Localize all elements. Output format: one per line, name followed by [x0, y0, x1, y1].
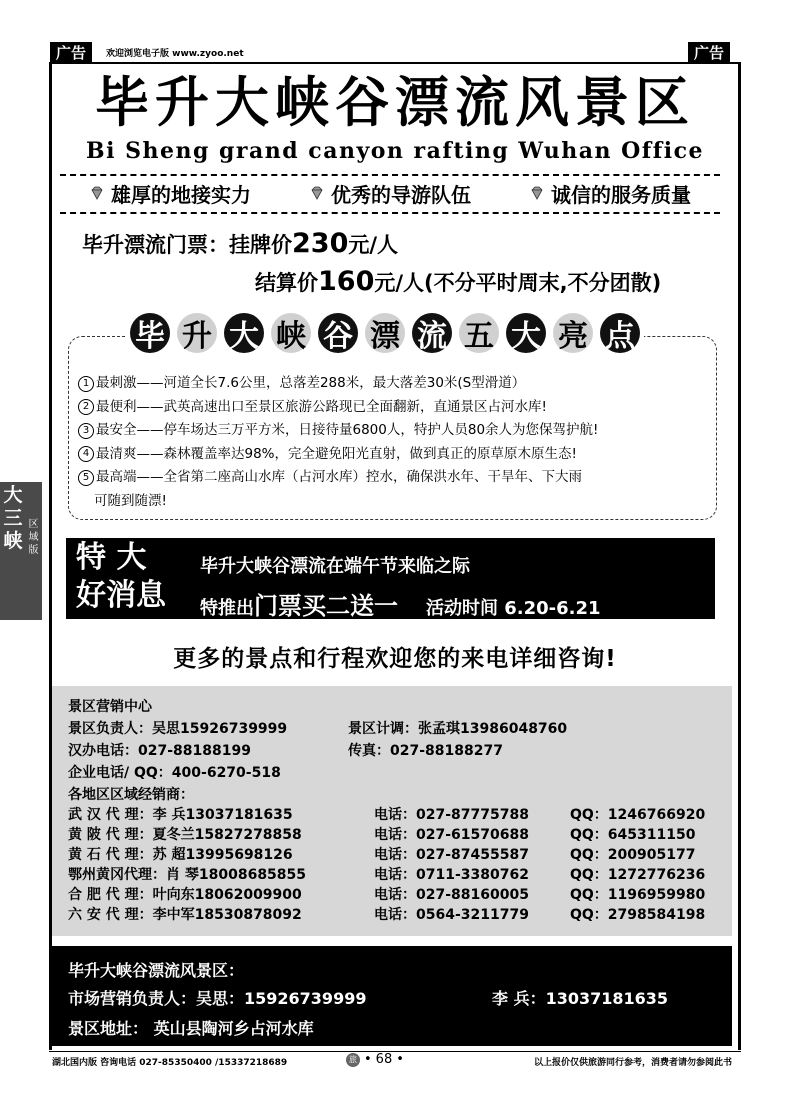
- feature-item: [529, 179, 691, 208]
- call-to-action: 更多的景点和行程欢迎您的来电详细咨询!: [173, 646, 617, 672]
- title-char: 大: [506, 313, 546, 353]
- agent-name: 黄 石 代 理：苏 超13995698126: [68, 847, 293, 863]
- bullet: •: [364, 1052, 372, 1067]
- promo-line-1: 毕升大峡谷漂流在端午节来临之际: [200, 556, 470, 577]
- contact-row-right: 景区计调：张孟琪13986048760: [348, 721, 568, 737]
- price-listed-suffix: 元/人: [348, 233, 399, 257]
- highlights-list: [78, 372, 708, 513]
- contact-heading: 景区营销中心: [68, 699, 152, 715]
- promo-banner: [66, 538, 715, 619]
- diamond-icon: [529, 185, 545, 201]
- highlight-item-continued: [78, 490, 708, 514]
- agent-qq: QQ：1272776236: [570, 867, 706, 883]
- agent-name: 六 安 代 理：李中军18530878092: [68, 907, 302, 923]
- promo-big-2: 好消息: [76, 578, 166, 613]
- promo-line-2-prefix: 特推出: [200, 598, 254, 619]
- agent-name: 鄂州黄冈代理：肖 琴18008685855: [68, 867, 307, 883]
- logo-icon: 旅: [346, 1053, 360, 1067]
- side-tab: [0, 482, 42, 620]
- divider-bottom: [60, 212, 720, 214]
- feature-text: 诚信的服务质量: [551, 182, 691, 207]
- title-char: 峡: [271, 313, 311, 353]
- agent-phone: 电话：0711-3380762: [374, 867, 529, 883]
- footer-box-title: 毕升大峡谷漂流风景区：: [68, 961, 245, 980]
- title-char: 点: [600, 313, 640, 353]
- number-circle: 3: [78, 423, 94, 439]
- highlight-text: 最高端——全省第二座高山水库（占河水库）控水，确保洪水年、干旱年、下大雨: [96, 469, 582, 485]
- side-tab-char: 域: [28, 532, 39, 543]
- page-number-group: [346, 1052, 404, 1067]
- title-char: 毕: [130, 313, 170, 353]
- diamond-icon: [309, 185, 325, 201]
- highlight-text: 最便利——武英高速出口至景区旅游公路现已全面翻新，直通景区占河水库!: [96, 398, 547, 415]
- contact-row-right: 传真：027-88188277: [348, 743, 503, 759]
- footer-box-address: 景区地址： 英山县陶河乡占河水库: [68, 1019, 314, 1038]
- agent-name: 黄 陂 代 理：夏冬兰15827278858: [68, 827, 302, 843]
- highlight-item: [78, 372, 708, 396]
- price-settle-suffix: 元/人(不分平时周末,不分团散): [374, 271, 662, 295]
- footer-left-text: 湖北国内版 咨询电话 027-85350400 /15337218689: [52, 1058, 288, 1068]
- side-tab-main: [0, 484, 26, 553]
- agent-phone: 电话：027-87775788: [374, 807, 529, 823]
- highlight-text: 最清爽——森林覆盖率达98%，完全避免阳光直射，做到真正的原草原木原生态!: [96, 445, 577, 462]
- promo-time: 活动时间 6.20-6.21: [426, 598, 601, 619]
- feature-text: 优秀的导游队伍: [331, 182, 471, 207]
- agent-name: 合 肥 代 理：叶向东18062009900: [68, 887, 302, 903]
- diamond-icon: [89, 185, 105, 201]
- contact-company: 企业电话/ QQ：400-6270-518: [68, 765, 281, 781]
- title-char: 五: [459, 313, 499, 353]
- ad-label-right: 广告: [688, 42, 730, 64]
- agents-heading: 各地区区域经销商：: [68, 787, 194, 803]
- side-tab-char: 三: [3, 507, 23, 529]
- footer-box-contact: 李 兵：13037181635: [492, 989, 669, 1008]
- contact-row-left: 景区负责人：吴思15926739999: [68, 721, 288, 737]
- agent-qq: QQ：645311150: [570, 827, 696, 843]
- highlight-item: [78, 396, 708, 420]
- side-tab-char: 大: [3, 484, 23, 506]
- agent-name: 武 汉 代 理：李 兵13037181635: [68, 807, 293, 823]
- price-listed-prefix: 毕升漂流门票：挂牌价: [82, 233, 292, 257]
- highlights-title: [126, 313, 644, 353]
- highlight-item: [78, 466, 708, 490]
- site-text: 欢迎浏览电子版 www.zyoo.net: [106, 49, 244, 59]
- agent-qq: QQ：1196959980: [570, 887, 706, 903]
- title-char: 亮: [553, 313, 593, 353]
- title-char: 漂: [365, 313, 405, 353]
- highlight-item: [78, 443, 708, 467]
- page-title: 毕升大峡谷漂流风景区: [95, 71, 695, 134]
- feature-item: [309, 179, 471, 208]
- bullet: •: [396, 1052, 404, 1067]
- side-tab-sub: [26, 518, 41, 557]
- feature-item: [89, 179, 251, 208]
- ad-label-left: 广告: [50, 42, 92, 64]
- highlight-text: 可随到随漂!: [94, 492, 167, 509]
- footer-right-text: 以上报价仅供旅游同行参考，消费者请勿参阅此书: [533, 1058, 732, 1068]
- agent-phone: 电话：027-87455587: [374, 847, 529, 863]
- title-char: 流: [412, 313, 452, 353]
- footer-box-manager: 市场营销负责人：吴思：15926739999: [68, 989, 367, 1008]
- price-settle-value: 160: [318, 266, 375, 297]
- promo-line-2: [200, 586, 601, 621]
- agent-qq: QQ：1246766920: [570, 807, 706, 823]
- highlight-item: [78, 419, 708, 443]
- number-circle: 4: [78, 446, 94, 462]
- price-listed: [82, 228, 398, 259]
- price-settle-prefix: 结算价: [255, 271, 318, 295]
- divider-top: [60, 174, 720, 176]
- feature-row: [60, 178, 720, 208]
- page-number: 68: [375, 1052, 393, 1067]
- highlight-text: 最安全——停车场达三万平方米，日接待量6800人，特护人员80余人为您保驾护航!: [96, 422, 599, 438]
- side-tab-char: 版: [28, 545, 39, 556]
- agent-qq: QQ：200905177: [570, 847, 696, 863]
- agent-phone: 电话：027-88160005: [374, 887, 529, 903]
- highlight-text: 最刺激——河道全长7.6公里，总落差288米，最大落差30米(S型滑道）: [96, 375, 526, 391]
- promo-highlight: 门票买二送一: [254, 592, 398, 620]
- price-listed-value: 230: [292, 228, 349, 259]
- title-char: 大: [224, 313, 264, 353]
- promo-big-1: 特 大: [76, 540, 147, 575]
- contact-panel: [52, 686, 732, 936]
- agent-qq: QQ：2798584198: [570, 907, 706, 923]
- contact-row-left: 汉办电话：027-88188199: [68, 743, 251, 759]
- title-char: 谷: [318, 313, 358, 353]
- number-circle: 5: [78, 470, 94, 486]
- page-subtitle: Bi Sheng grand canyon rafting Wuhan Office: [86, 138, 704, 164]
- agent-phone: 电话：027-61570688: [374, 827, 529, 843]
- feature-text: 雄厚的地接实力: [111, 182, 251, 207]
- number-circle: 2: [78, 399, 94, 415]
- side-tab-char: 峡: [3, 530, 23, 552]
- side-tab-char: 区: [28, 519, 39, 530]
- footer-info-box: [52, 946, 732, 1046]
- title-char: 升: [177, 313, 217, 353]
- price-settle: [255, 266, 661, 297]
- number-circle: 1: [78, 376, 94, 392]
- agent-phone: 电话：0564-3211779: [374, 907, 529, 923]
